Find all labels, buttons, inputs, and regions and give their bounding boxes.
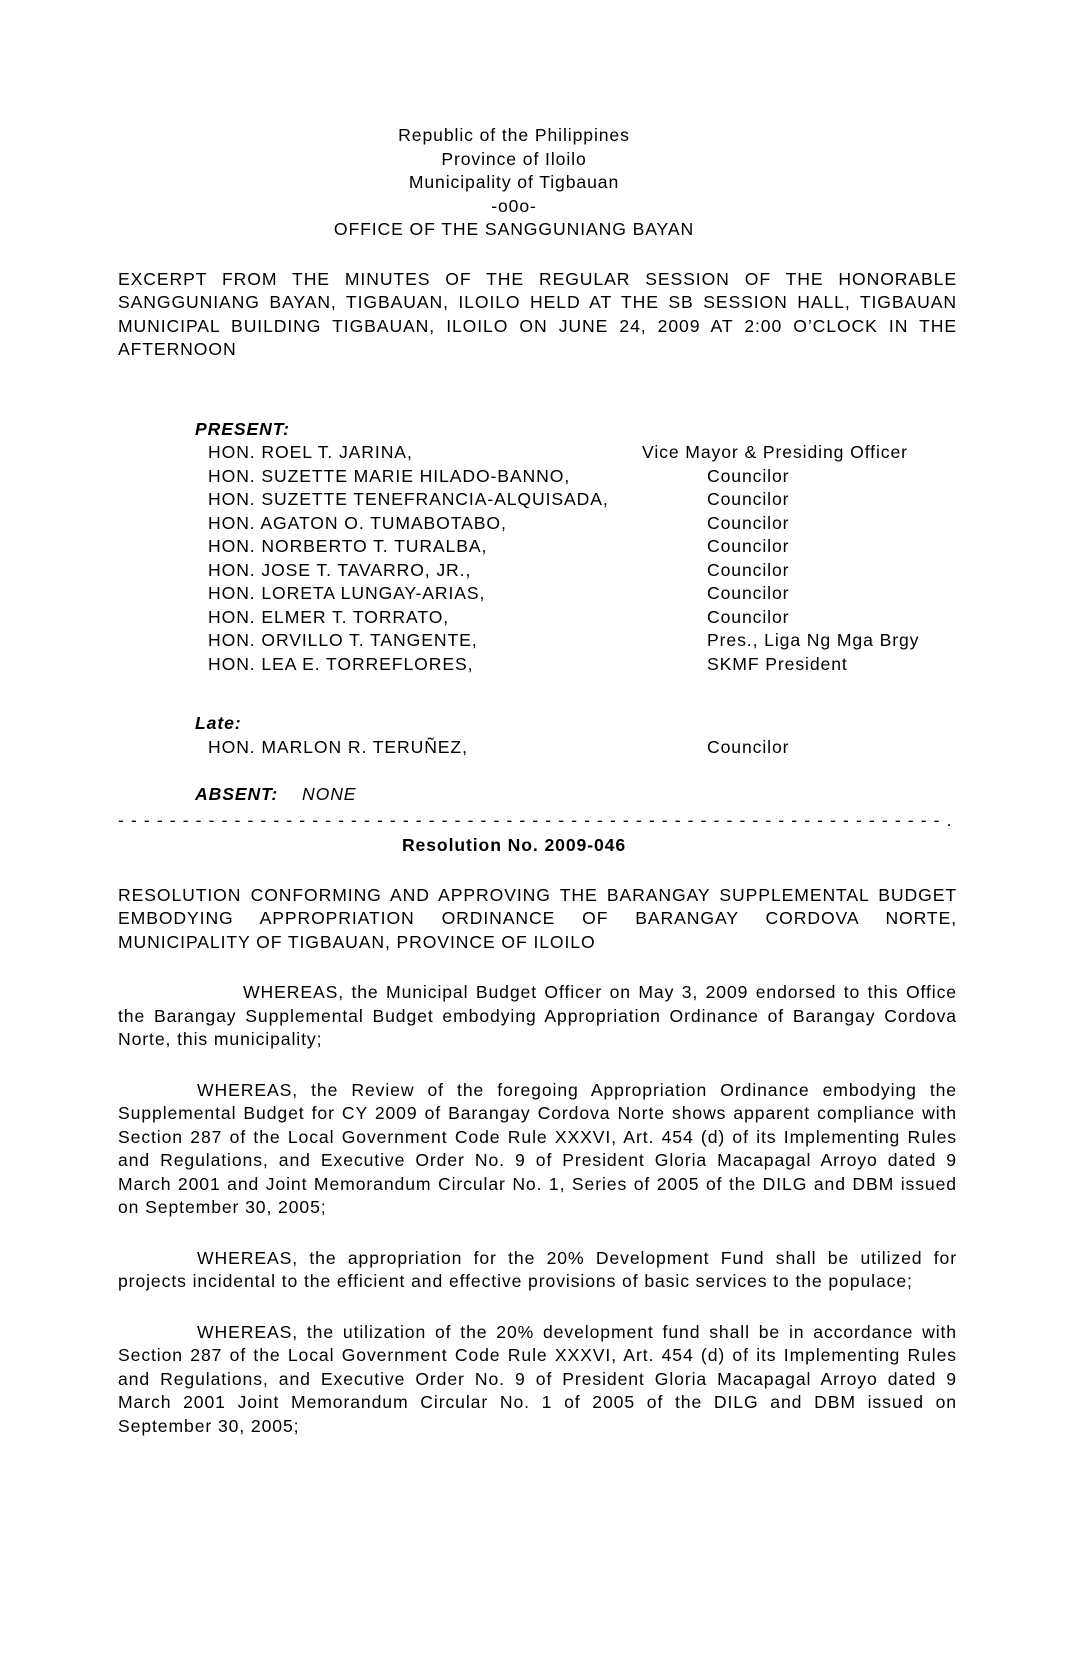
member-row — [118, 559, 957, 583]
member-row — [118, 606, 957, 630]
member-name: HON. SUZETTE TENEFRANCIA-ALQUISADA, — [208, 489, 609, 509]
member-name: HON. AGATON O. TUMABOTABO, — [208, 512, 507, 533]
resolution-title-paragraph: RESOLUTION CONFORMING AND APPROVING THE BARANGAY SUPPLEMENTAL BUDGET EMBODYING APPROPRIATION ORDINANCE OF BARANGAY CORDOVA NORTE, MUNICIPALITY OF TIGBAUAN, PROVINCE OF ILOILO — [118, 884, 957, 952]
header-office-line: OFFICE OF THE SANGGUNIANG BAYAN — [333, 219, 695, 239]
absent-line — [118, 783, 957, 807]
present-section-label: PRESENT: — [195, 418, 290, 439]
member-name: HON. SUZETTE MARIE HILADO-BANNO, — [208, 465, 571, 486]
member-row — [118, 488, 957, 512]
member-row — [118, 441, 957, 465]
member-row — [118, 582, 957, 606]
member-title: Councilor — [707, 606, 790, 627]
absent-label: ABSENT: — [195, 784, 279, 804]
member-name: HON. ORVILLO T. TANGENTE, — [208, 630, 478, 650]
member-row — [118, 653, 957, 677]
member-title: Councilor — [707, 465, 790, 486]
document-header — [118, 124, 910, 242]
document-content — [118, 124, 957, 1438]
member-name: HON. LORETA LUNGAY-ARIAS, — [208, 583, 486, 603]
member-title: Councilor — [707, 583, 790, 603]
absent-value: NONE — [302, 784, 357, 804]
whereas-paragraph-4: WHEREAS, the utilization of the 20% development fund shall be in accordance with Section 287 of the Local Government Code Rule XXXVI, Art. 454 (d) of its Implementing Rules and Regulations, and Executive Order No. 9 of President Gloria Macapagal Arroyo dated 9 March 2001 Joint Memorandum Circular No. 1 of 2005 of the DILG and DBM issued on September 30, 2005; — [118, 1321, 957, 1436]
member-name: HON. ROEL T. JARINA, — [208, 442, 413, 462]
late-section-label: Late: — [195, 713, 242, 733]
member-title: Councilor — [707, 512, 790, 533]
whereas-paragraph-1: WHEREAS, the Municipal Budget Officer on May 3, 2009 endorsed to this Office the Barangay Supplemental Budget embodying Appropriation Ordinance of Barangay Cordova Norte, this municipality; — [118, 982, 957, 1049]
member-row — [118, 535, 957, 559]
member-name: HON. ELMER T. TORRATO, — [208, 606, 450, 627]
member-row — [118, 629, 957, 653]
member-row — [118, 736, 957, 760]
member-title: Councilor — [707, 489, 790, 509]
member-title: Councilor — [707, 536, 790, 556]
member-name: HON. NORBERTO T. TURALBA, — [208, 536, 488, 556]
member-title: Councilor — [707, 559, 790, 580]
member-title: Councilor — [707, 736, 790, 757]
excerpt-paragraph: EXCERPT FROM THE MINUTES OF THE REGULAR SESSION OF THE HONORABLE SANGGUNIANG BAYAN, TIGBAUAN, ILOILO HELD AT THE SB SESSION HALL, TIGBAUAN MUNICIPAL BUILDING TIGBAUAN, ILOILO ON JUNE 24, 2009 AT 2:00 O’CLOCK IN THE AFTERNOON — [118, 268, 957, 359]
present-members-list — [118, 441, 957, 676]
whereas-paragraph-2: WHEREAS, the Review of the foregoing Appropriation Ordinance embodying the Supplemental Budget for CY 2009 of Barangay Cordova Norte shows apparent compliance with Section 287 of the Local Government Code Rule XXXVI, Art. 454 (d) of its Implementing Rules and Regulations, and Executive Order No. 9 of President Gloria Macapagal Arroyo dated 9 March 2001 and Joint Memorandum Circular No. 1, Series of 2005 of the DILG and DBM issued on September 30, 2005; — [118, 1079, 957, 1217]
member-title: SKMF President — [707, 653, 848, 674]
dashed-divider: - - - - - - - - - - - - - - - - - - - - - - - - - - - - - - - - - - - - - - - - - - - - - - - - - - - - - - - - - - - - - - - - . — [118, 809, 953, 830]
member-name: HON. LEA E. TORREFLORES, — [208, 653, 474, 674]
member-title: Pres., Liga Ng Mga Brgy — [707, 630, 920, 650]
member-row — [118, 465, 957, 489]
header-municipality-line: Municipality of Tigbauan — [408, 172, 620, 192]
member-title: Vice Mayor & Presiding Officer — [642, 442, 908, 462]
member-row — [118, 512, 957, 536]
member-name: HON. MARLON R. TERUÑEZ, — [208, 736, 468, 757]
header-separator-o0o: -o0o- — [491, 195, 537, 216]
member-name: HON. JOSE T. TAVARRO, JR., — [208, 559, 472, 580]
whereas-paragraph-3: WHEREAS, the appropriation for the 20% Development Fund shall be utilized for projects incidental to the efficient and effective provisions of basic services to the populace; — [118, 1247, 957, 1291]
header-republic-line: Republic of the Philippines — [398, 125, 630, 145]
resolution-number-heading: Resolution No. 2009-046 — [401, 835, 627, 855]
header-province-line: Province of Iloilo — [441, 148, 587, 169]
